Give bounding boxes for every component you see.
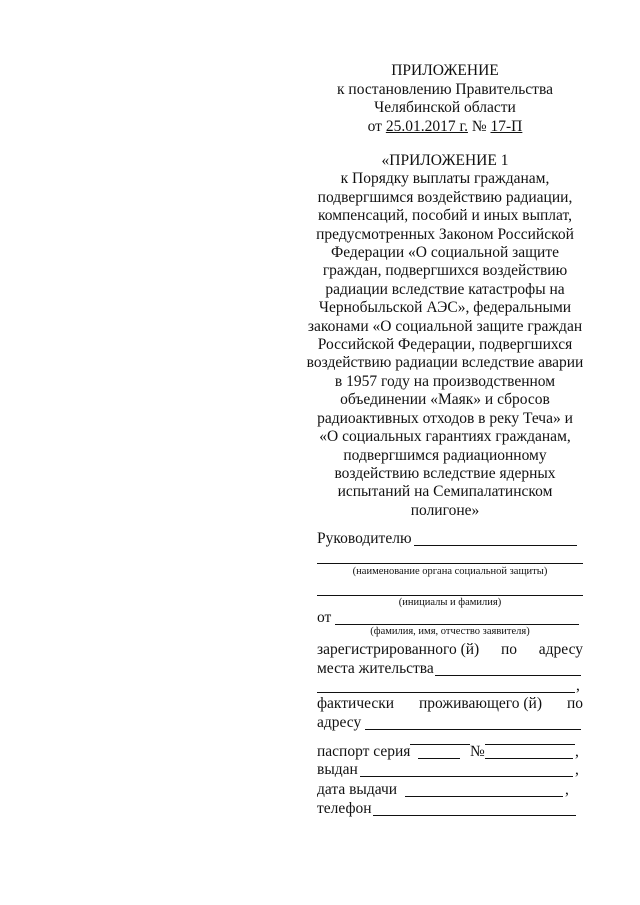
annex-line: испытаний на Семипалатинском [337,483,553,501]
registered-word: зарегистрированного (й) [317,641,480,658]
social-organ-caption: (наименование органа социальной защиты) [352,566,548,577]
address-row [317,713,583,732]
annex-line: граждан, подвергшихся воздействию [322,262,568,280]
annex-line: «ПРИЛОЖЕНИЕ 1 [381,152,509,169]
social-organ-field[interactable] [317,563,583,564]
decree-date: 25.01.2017 г. [385,117,468,135]
annex-line: предусмотренных Законом Российской [316,225,574,243]
issued-label: выдан [317,761,358,778]
passport-row [317,742,583,761]
header-title: ПРИЛОЖЕНИЕ [391,62,499,79]
number-prefix: № [471,117,487,135]
annex-line: подвергшимся воздействию радиации, [317,188,573,206]
residence-label: места жительства [317,660,434,677]
annex-line: к Порядку выплаты гражданам, [340,170,550,188]
passport-number-field[interactable] [485,758,573,759]
annex-line: радиации вследствие катастрофы на [325,280,565,298]
annex-line: объединении «Маяк» и сбросов [340,391,550,409]
head-initials-field[interactable] [317,595,583,596]
actual-word: фактически [317,695,395,712]
recipient-row [317,529,583,548]
applicant-caption: (фамилия, имя, отчество заявителя) [370,626,530,637]
comma: , [575,743,579,760]
annex-title-block [300,152,590,520]
phone-field[interactable] [373,815,576,816]
residence-field[interactable] [435,675,581,676]
annex-line: радиоактивных отходов в реку Теча» и [317,409,573,427]
actual-word: проживающего (й) [419,695,543,712]
residence-field-continued[interactable] [317,692,575,693]
from-label: от [317,609,332,626]
phone-row [317,799,583,818]
address-field[interactable] [365,729,581,730]
recipient-field[interactable] [414,545,577,546]
header-line-1: к постановлению Правительства [337,80,553,98]
actual-word: по [566,695,583,712]
date-prefix: от [367,117,382,135]
appendix-header [300,62,590,136]
annex-line: законами «О социальной защите граждан [307,317,583,335]
annex-line: компенсаций, пособий и иных выплат, [318,207,572,225]
annex-line: воздействию вследствие ядерных [334,464,556,482]
issued-row [317,760,583,779]
recipient-label: Руководителю [317,530,412,547]
comma: , [565,781,569,798]
phone-label: телефон [317,800,372,817]
registered-row [317,640,583,659]
issue-date-field[interactable] [405,796,563,797]
registered-word: адресу [538,641,583,658]
decree-number: 17-П [490,117,523,135]
registered-word: по [500,641,518,658]
annex-line: в 1957 году на производственном [334,372,556,390]
header-line-2: Челябинской области [374,99,516,116]
annex-line: «О социальных гарантиях гражданам, [319,428,571,446]
comma: , [575,761,579,778]
annex-line: подвергшимся радиационному [343,446,547,464]
issued-by-field[interactable] [360,776,573,777]
issue-date-label: дата выдачи [317,781,398,798]
actual-residence-row [317,694,583,713]
number-sign: № [470,743,485,760]
comma: , [576,677,580,694]
address-label: адресу [317,714,362,731]
issue-date-row [317,780,583,799]
annex-line: Чернобыльской АЭС», федеральными [318,299,572,317]
residence-row [317,659,583,678]
passport-series-field[interactable] [418,758,460,759]
header-date-line [300,118,590,137]
annex-line: Российской Федерации, подвергшихся [317,336,573,354]
applicant-row [317,608,583,627]
annex-line: Федерации «О социальной защите [330,244,560,262]
passport-label: паспорт серия [317,743,411,760]
annex-line: воздействию радиации вследствие аварии [306,354,584,372]
annex-line: полигоне» [410,501,480,519]
initials-caption: (инициалы и фамилия) [398,597,502,608]
applicant-name-field[interactable] [335,624,579,625]
